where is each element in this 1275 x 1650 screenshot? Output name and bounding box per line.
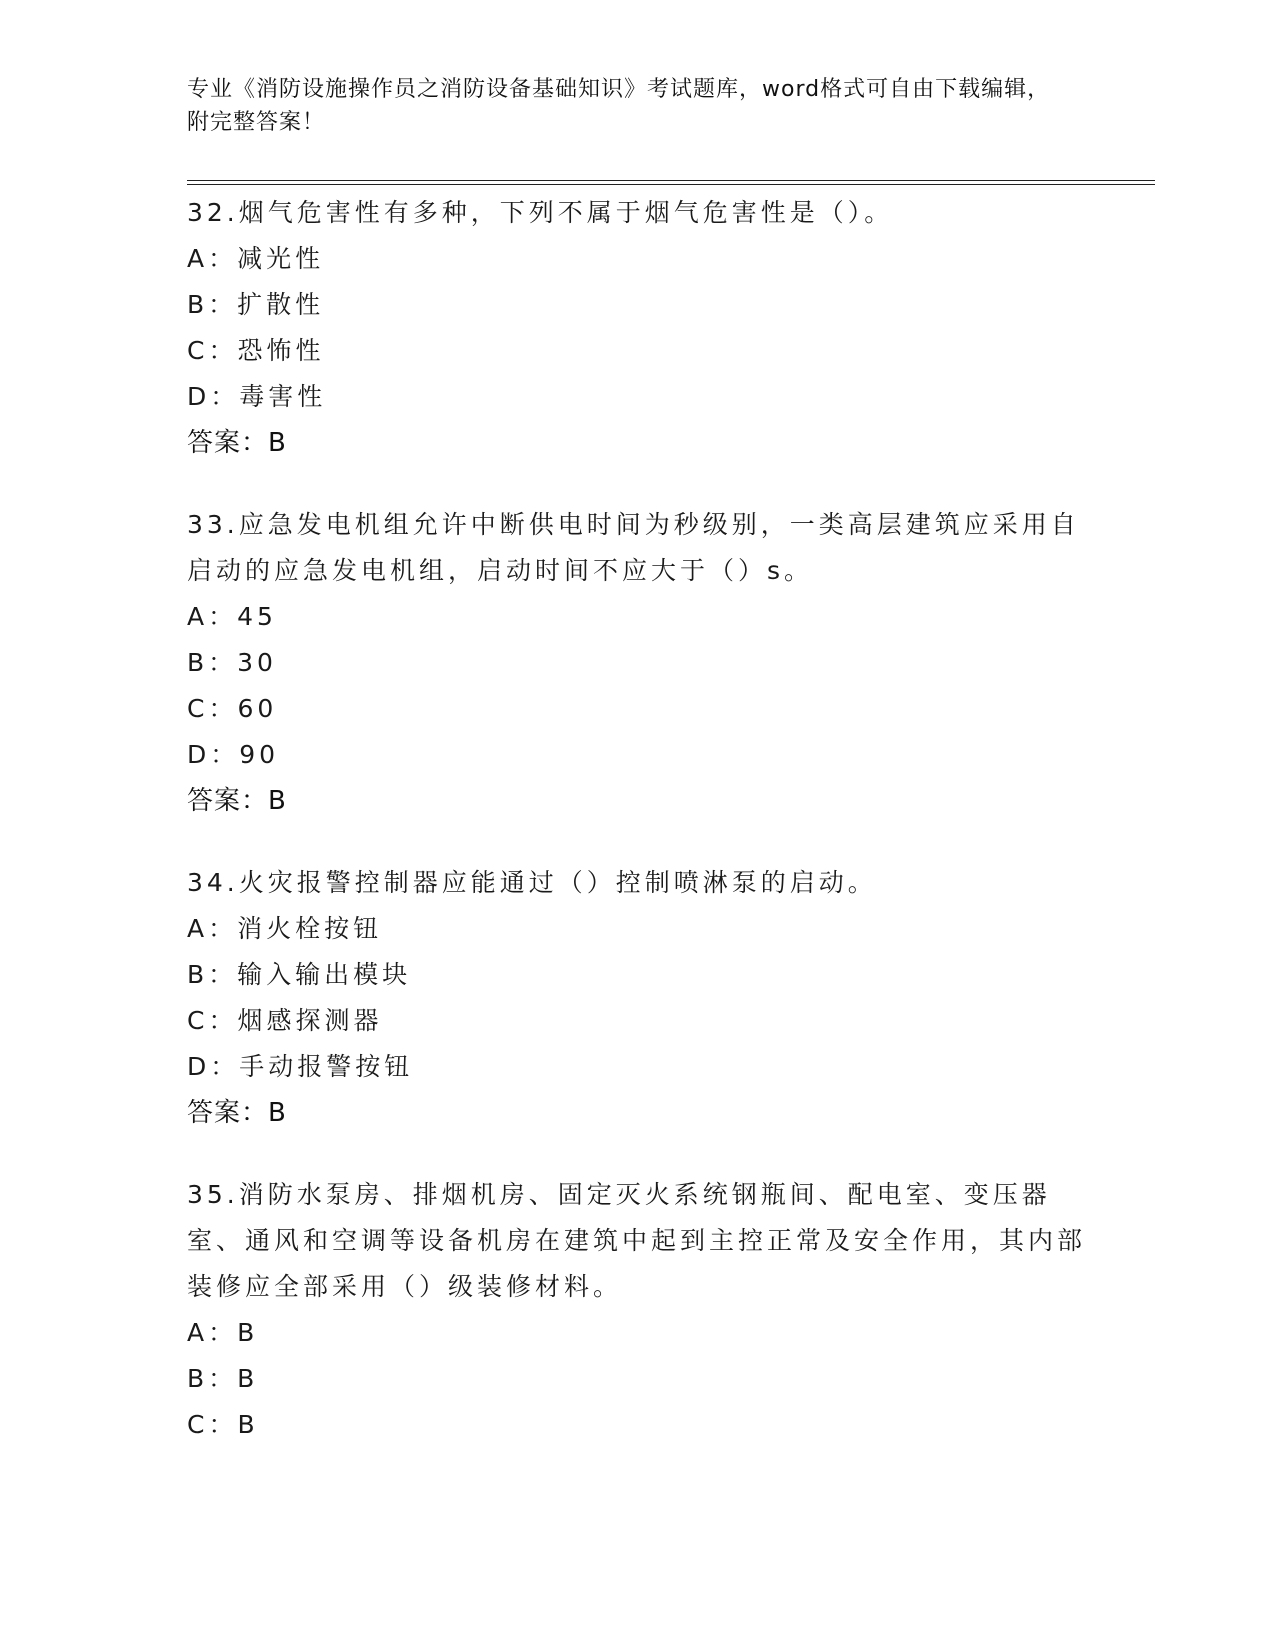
option-b: B：输入输出模块 <box>187 960 412 989</box>
option-c: C：恐怖性 <box>187 336 325 365</box>
document-header: 专业《消防设施操作员之消防设备基础知识》考试题库，word格式可自由下载编辑，附完整答案！ <box>187 77 1051 135</box>
option-d: D：毒害性 <box>187 382 327 411</box>
question-stem: 34.火灾报警控制器应能通过（）控制喷淋泵的启动。 <box>187 868 877 897</box>
option-a: A：B <box>187 1318 259 1347</box>
header-divider <box>187 180 1155 185</box>
answer: 答案：B <box>187 786 287 816</box>
question-33 <box>187 502 1087 824</box>
option-a: A：消火栓按钮 <box>187 914 383 943</box>
option-a: A：减光性 <box>187 244 325 273</box>
question-34 <box>187 860 1087 1136</box>
option-b: B：扩散性 <box>187 290 325 319</box>
question-stem: 33.应急发电机组允许中断供电时间为秒级别，一类高层建筑应采用自启动的应急发电机组，启动时间不应大于（）s。 <box>187 510 1080 585</box>
option-d: D：手动报警按钮 <box>187 1052 414 1081</box>
option-a: A：45 <box>187 602 277 631</box>
question-32 <box>187 190 1087 466</box>
question-list <box>187 190 1087 1484</box>
answer: 答案：B <box>187 428 287 458</box>
question-stem: 35.消防水泵房、排烟机房、固定灭火系统钢瓶间、配电室、变压器室、通风和空调等设备机房在建筑中起到主控正常及安全作用，其内部装修应全部采用（）级装修材料。 <box>187 1180 1087 1301</box>
question-stem: 32.烟气危害性有多种，下列不属于烟气危害性是（）。 <box>187 198 894 227</box>
question-35 <box>187 1172 1087 1448</box>
option-b: B：30 <box>187 648 277 677</box>
option-c: C：烟感探测器 <box>187 1006 383 1035</box>
option-c: C：B <box>187 1410 259 1439</box>
answer: 答案：B <box>187 1098 287 1128</box>
option-c: C：60 <box>187 694 278 723</box>
option-d: D：90 <box>187 740 280 769</box>
option-b: B：B <box>187 1364 259 1393</box>
